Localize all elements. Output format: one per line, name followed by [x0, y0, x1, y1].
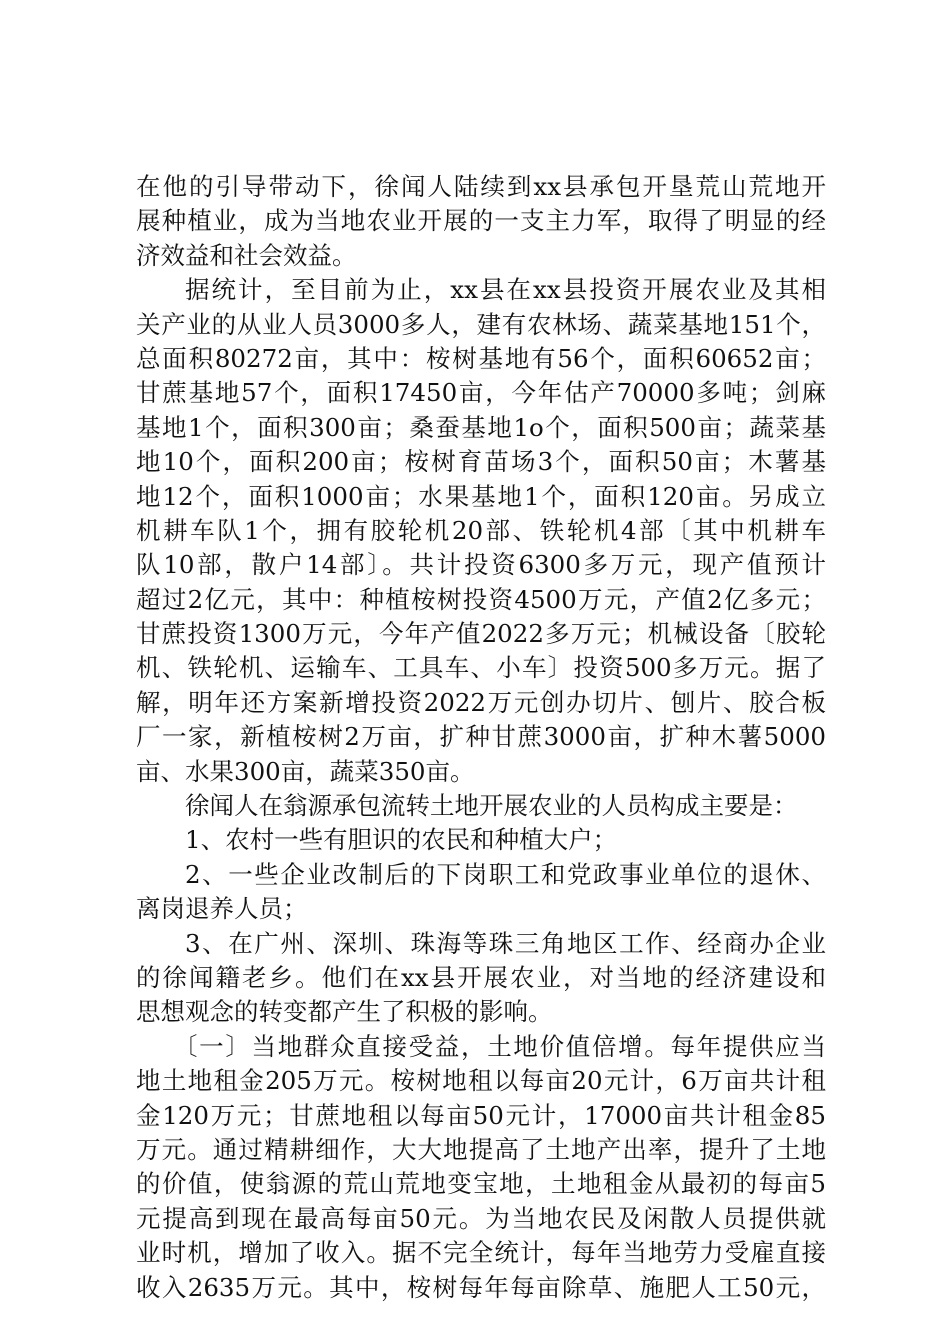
text-line: 在他的引导带动下，徐闻人陆续到xx县承包开垦荒山荒地开 — [136, 172, 826, 201]
text-line: 地土地租金205万元。桉树地租以每亩20元计，6万亩共计租 — [136, 1066, 826, 1096]
text-line: 的徐闻籍老乡。他们在xx县开展农业，对当地的经济建设和 — [136, 962, 826, 992]
text-line: 的价值，使翁源的荒山荒地变宝地，土地租金从最初的每亩5 — [136, 1169, 826, 1199]
text-line: 厂一家，新植桉树2万亩，扩种甘蔗3000亩，扩种木薯5000 — [136, 722, 826, 752]
text-line: 思想观念的转变都产生了积极的影响。 — [136, 997, 553, 1027]
text-line: 机耕车队1个，拥有胶轮机20部、铁轮机4部〔其中机耕车 — [136, 515, 826, 545]
text-line: 元提高到现在最高每亩50元。为当地农民及闲散人员提供就 — [136, 1203, 826, 1233]
text-line: 解，明年还方案新增投资2022万元创办切片、刨片、胶合板 — [136, 687, 826, 717]
text-line: 地12个，面积1000亩；水果基地1个，面积120亩。另成立 — [136, 481, 826, 511]
text-line: 离岗退养人员； — [136, 894, 308, 924]
text-line: 总面积80272亩，其中：桉树基地有56个，面积60652亩； — [136, 343, 826, 373]
text-line: 徐闻人在翁源承包流转土地开展农业的人员构成主要是： — [185, 791, 798, 821]
text-line: 亩、水果300亩，蔬菜350亩。 — [136, 756, 475, 786]
body-text — [136, 170, 826, 1305]
text-line: 万元。通过精耕细作，大大地提高了土地产出率，提升了土地 — [136, 1134, 826, 1164]
text-line: 3、在广州、深圳、珠海等珠三角地区工作、经商办企业 — [185, 928, 826, 958]
text-line: 甘蔗基地57个，面积17450亩，今年估产70000多吨；剑麻 — [136, 378, 826, 408]
text-line: 〔一〕当地群众直接受益，土地价值倍增。每年提供应当 — [173, 1031, 826, 1061]
text-line: 机、铁轮机、运输车、工具车、小车〕投资500多万元。据了 — [136, 653, 826, 683]
text-line: 关产业的从业人员3000多人，建有农林场、蔬菜基地151个， — [136, 309, 826, 339]
text-line: 1、农村一些有胆识的农民和种植大户； — [185, 825, 618, 855]
text-line: 展种植业，成为当地农业开展的一支主力军，取得了明显的经 — [136, 206, 826, 236]
text-line: 金120万元；甘蔗地租以每亩50元计，17000亩共计租金85 — [136, 1100, 826, 1130]
text-line: 甘蔗投资1300万元，今年产值2022多万元；机械设备〔胶轮 — [136, 619, 826, 649]
text-line: 基地1个，面积300亩；桑蚕基地1o个，面积500亩；蔬菜基 — [136, 412, 826, 442]
text-line: 队10部，散户14部〕。共计投资6300多万元，现产值预计 — [136, 550, 826, 580]
text-line: 据统计，至目前为止，xx县在xx县投资开展农业及其相 — [185, 275, 826, 305]
text-line: 济效益和社会效益。 — [136, 240, 357, 270]
text-line: 业时机，增加了收入。据不完全统计，每年当地劳力受雇直接 — [136, 1238, 826, 1268]
text-line: 超过2亿元，其中：种植桉树投资4500万元，产值2亿多元； — [136, 584, 826, 614]
text-line: 2、一些企业改制后的下岗职工和党政事业单位的退休、 — [185, 859, 826, 889]
text-line: 收入2635万元。其中，桉树每年每亩除草、施肥人工50元， — [136, 1272, 826, 1302]
text-line: 地10个，面积200亩；桉树育苗场3个，面积50亩；木薯基 — [136, 447, 826, 477]
